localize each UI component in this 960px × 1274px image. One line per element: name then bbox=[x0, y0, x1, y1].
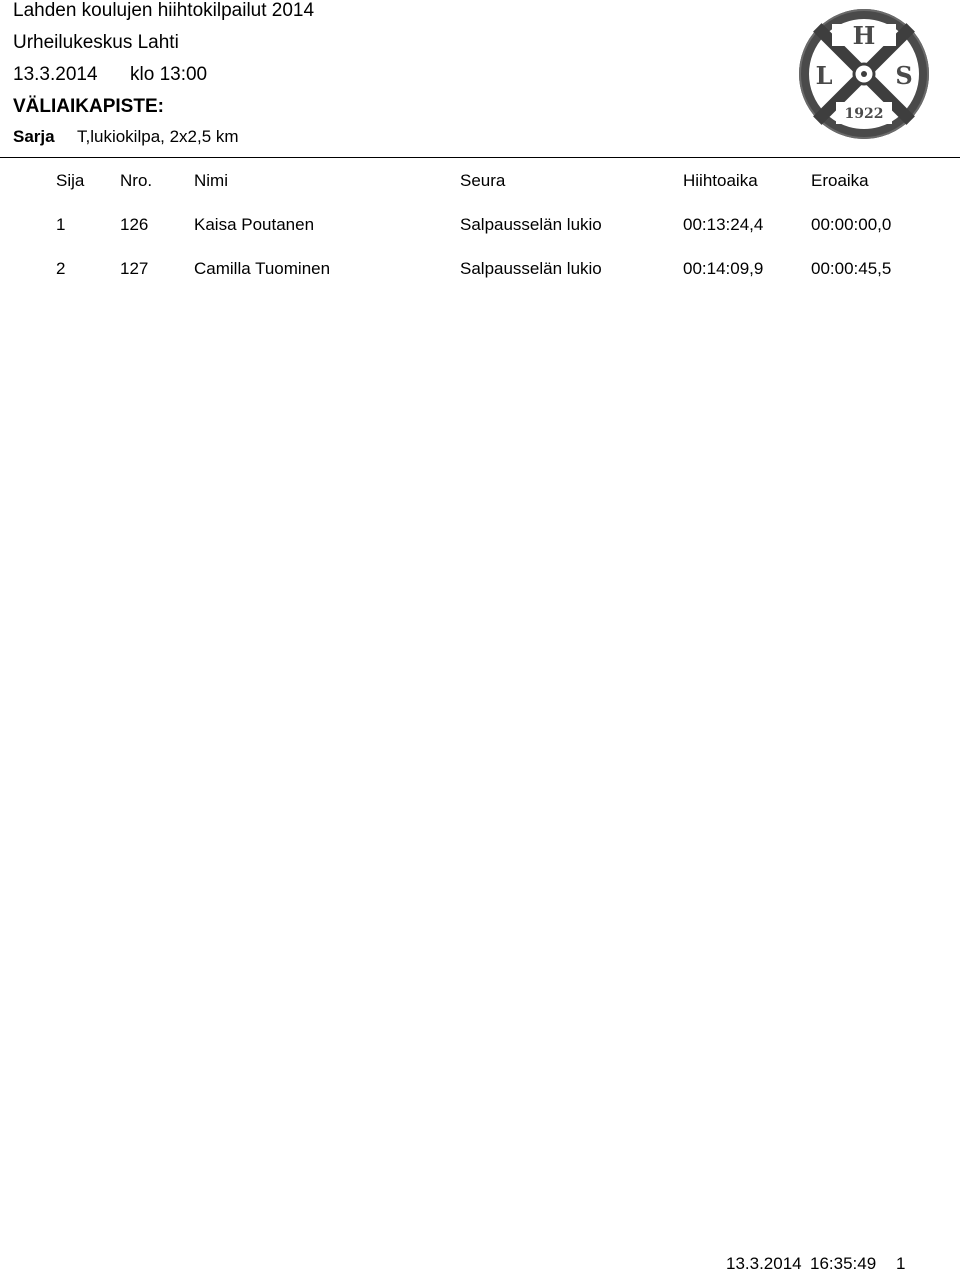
column-header-rank: Sija bbox=[56, 171, 85, 190]
page-number: 1 bbox=[896, 1254, 906, 1273]
logo-letter-l: L bbox=[815, 61, 833, 90]
cell-bib: 127 bbox=[120, 259, 149, 278]
cell-bib: 126 bbox=[120, 215, 149, 234]
event-time: klo 13:00 bbox=[130, 64, 208, 85]
column-header-club: Seura bbox=[460, 171, 506, 190]
column-header-difference: Eroaika bbox=[811, 171, 869, 190]
hls-club-logo bbox=[796, 8, 932, 140]
cell-club: Salpausselän lukio bbox=[460, 259, 602, 278]
column-header-name: Nimi bbox=[194, 171, 228, 190]
cell-ski-time: 00:13:24,4 bbox=[683, 215, 764, 234]
cell-ski-time: 00:14:09,9 bbox=[683, 259, 764, 278]
logo-letter-s: S bbox=[895, 61, 913, 90]
cell-name: Camilla Tuominen bbox=[194, 259, 331, 278]
split-point-label: VÄLIAIKAPISTE: bbox=[13, 96, 164, 117]
footer-time: 16:35:49 bbox=[810, 1254, 877, 1273]
header-divider bbox=[0, 157, 960, 158]
series-value: T,lukiokilpa, 2x2,5 km bbox=[77, 127, 239, 146]
cell-rank: 2 bbox=[56, 259, 66, 278]
footer-date: 13.3.2014 bbox=[726, 1254, 802, 1273]
event-date: 13.3.2014 bbox=[13, 64, 98, 85]
cell-name: Kaisa Poutanen bbox=[194, 215, 315, 234]
cell-club: Salpausselän lukio bbox=[460, 215, 602, 234]
logo-year: 1922 bbox=[844, 106, 884, 122]
column-header-ski-time: Hiihtoaika bbox=[683, 171, 758, 190]
event-venue: Urheilukeskus Lahti bbox=[13, 32, 179, 53]
series-label: Sarja bbox=[13, 127, 55, 146]
cell-difference: 00:00:00,0 bbox=[811, 215, 892, 234]
logo-letter-h: H bbox=[852, 21, 876, 50]
column-header-bib: Nro. bbox=[120, 171, 153, 190]
event-title: Lahden koulujen hiihtokilpailut 2014 bbox=[13, 0, 315, 21]
cell-difference: 00:00:45,5 bbox=[811, 259, 892, 278]
cell-rank: 1 bbox=[56, 215, 66, 234]
